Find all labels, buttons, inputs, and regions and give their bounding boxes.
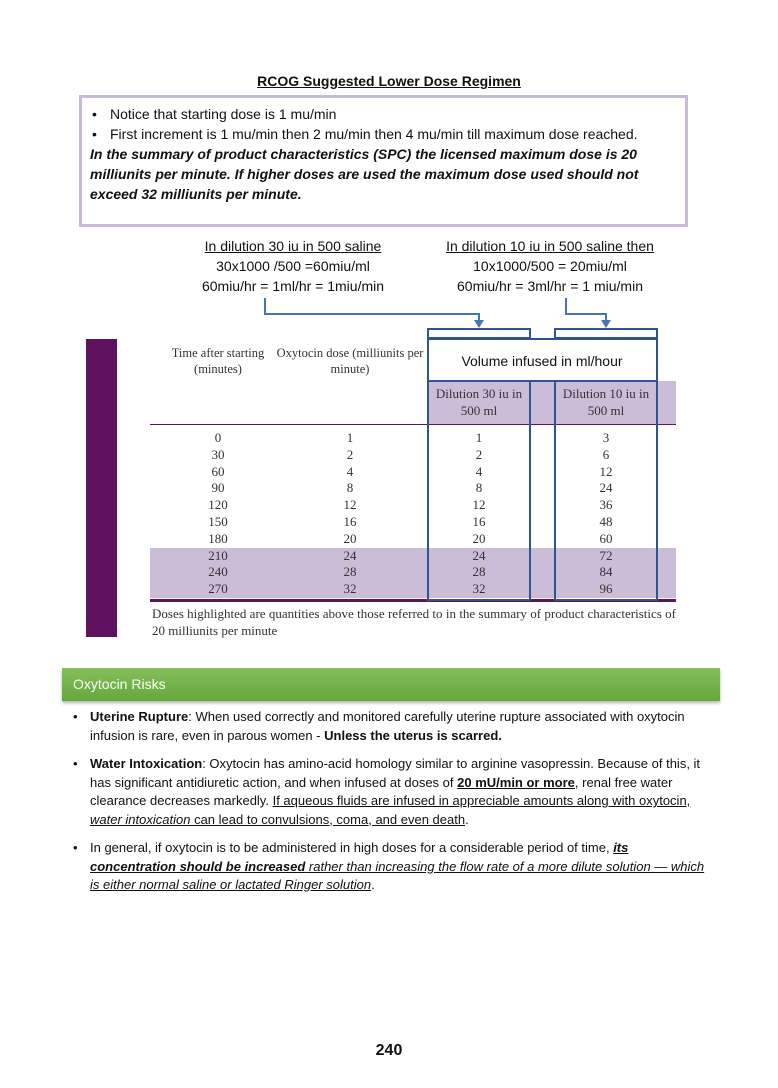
section-header-risks: Oxytocin Risks [62, 668, 720, 701]
dilution-heading: In dilution 30 iu in 500 saline [204, 238, 382, 254]
table-row: 0 1 1 3 [214, 430, 610, 445]
table-row: 60 4 4 12 [211, 463, 613, 479]
table-row: 90 8 8 24 [211, 480, 613, 496]
table-row-highlighted: 210 24 24 72 [150, 548, 676, 565]
risk-item-uterine-rupture: • Uterine Rupture: When used correctly and monitored carefully uterine rupture associated with oxytocin infusion is rare, even in parous women - Unless the uterus is scarred. [90, 708, 712, 745]
risk-item-general: • In general, if oxytocin is to be administered in high doses for a considerable period of time, its concentration should be increased rather than increasing the flow rate of a more dilute solution — which is either normal saline or lactated Ringer solution. [90, 839, 712, 895]
annotation-box-dil30 [427, 380, 531, 601]
dilution-calc: 30x1000 /500 =60miu/ml [216, 258, 370, 274]
table-row: 180 20 20 60 [208, 530, 613, 546]
table-footnote: Doses highlighted are quantities above those referred to in the summary of product characteristics of 20 milliunits per minute [152, 606, 676, 638]
risks-list [72, 708, 712, 905]
header-time: Time after starting (minutes) [171, 346, 265, 376]
header-dilution-10: Dilution 10 iu in 500 ml [562, 386, 650, 418]
dilution-heading: In dilution 10 iu in 500 saline then [446, 238, 654, 254]
risk-item-water-intoxication: • Water Intoxication: Oxytocin has amino-acid homology similar to arginine vasopressin. Because of this, it has significant antidiuretic action, and when infused at doses of 20 mU/min or more, renal free water clearance decreases markedly. If aqueous fluids are infused in appreciable amounts along with oxytocin, water intoxication can lead to convulsions, coma, and even death. [90, 755, 712, 829]
annotation-box-dil10 [554, 380, 658, 601]
page-title: RCOG Suggested Lower Dose Regimen [257, 73, 521, 89]
table-row: 150 16 16 48 [208, 513, 613, 529]
table-row-highlighted: 270 32 32 96 [150, 581, 676, 598]
header-volume: Volume infused in ml/hour [461, 353, 623, 369]
table-row-highlighted: 240 28 28 84 [150, 564, 676, 581]
arrow-down-icon [601, 320, 611, 328]
annotation-arrows [0, 0, 778, 340]
dilution-calc: 10x1000/500 = 20miu/ml [473, 258, 627, 274]
spc-note: In the summary of product characteristics (SPC) the licensed maximum dose is 20 milliunits per minute. If higher doses are used the maximum dose used should not exceed 32 milliunits per minute. [90, 146, 639, 202]
decorative-purple-bar [86, 339, 117, 637]
info-bullet: • First increment is 1 mu/min then 2 mu/min then 4 mu/min till maximum dose reached. [110, 124, 677, 144]
table-row: 30 2 2 6 [211, 446, 610, 462]
annotation-box-volume [427, 338, 658, 382]
arrow-down-icon [474, 320, 484, 328]
header-dilution-30: Dilution 30 iu in 500 ml [435, 386, 523, 418]
dilution-rate: 60miu/hr = 3ml/hr = 1 miu/min [457, 278, 643, 294]
dilution-rate: 60miu/hr = 1ml/hr = 1miu/min [201, 278, 385, 294]
table-row: 120 12 12 36 [208, 497, 613, 513]
info-bullet: • Notice that starting dose is 1 mu/min [110, 104, 677, 124]
header-dose: Oxytocin dose (milliunits per minute) [276, 346, 424, 376]
page-number: 240 [375, 1042, 403, 1059]
